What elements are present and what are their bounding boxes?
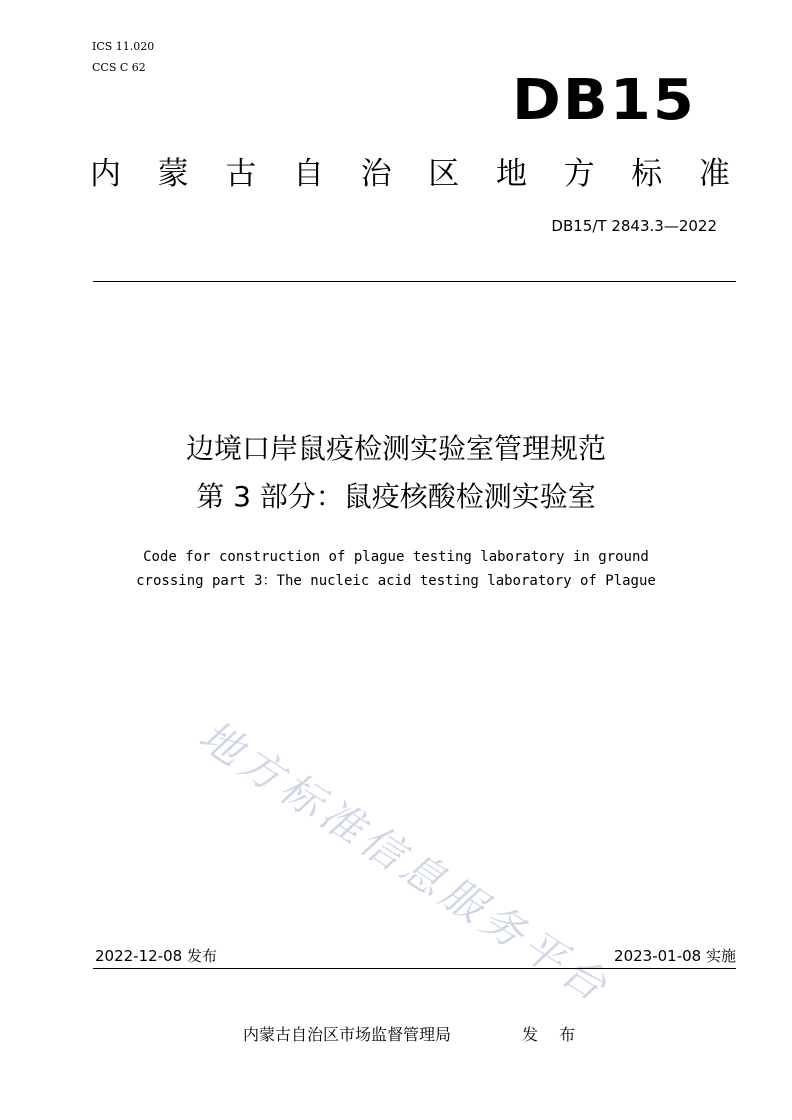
issue-date: 2022-12-08 发布 <box>95 947 217 965</box>
document-title-line-2: 第 3 部分：鼠疫核酸检测实验室 <box>196 480 596 513</box>
top-divider <box>93 281 736 282</box>
implementation-date: 2023-01-08 实施 <box>614 947 736 965</box>
standard-type-char: 区 <box>428 156 460 192</box>
standard-type-char: 地 <box>495 156 527 192</box>
standard-type-char: 内 <box>90 156 121 192</box>
standard-type-heading <box>90 152 730 196</box>
ccs-code: CCS C 62 <box>92 61 146 74</box>
standard-type-char: 治 <box>360 156 392 192</box>
watermark: 地方标准信息服务平台 <box>190 710 620 1014</box>
standard-type-char: 方 <box>563 156 595 192</box>
bottom-divider <box>93 968 736 969</box>
document-title-line-1: 边境口岸鼠疫检测实验室管理规范 <box>185 432 606 465</box>
standard-type-char: 古 <box>225 156 257 192</box>
standard-type-char: 自 <box>292 156 324 192</box>
standard-type-char: 标 <box>631 156 663 192</box>
issue-action: 发 布 <box>522 1025 584 1044</box>
ics-code: ICS 11.020 <box>92 40 155 53</box>
issuing-authority: 内蒙古自治区市场监督管理局 <box>243 1025 452 1044</box>
english-title-line-1: Code for construction of plague testing laboratory in ground <box>143 549 649 565</box>
standard-number: DB15/T 2843.3—2022 <box>551 217 717 235</box>
standard-mark: DB15 <box>512 68 696 133</box>
english-title-line-2: crossing part 3：The nucleic acid testing laboratory of Plague <box>136 573 656 589</box>
standard-type-char: 准 <box>698 156 730 192</box>
standard-type-char: 蒙 <box>157 156 189 192</box>
